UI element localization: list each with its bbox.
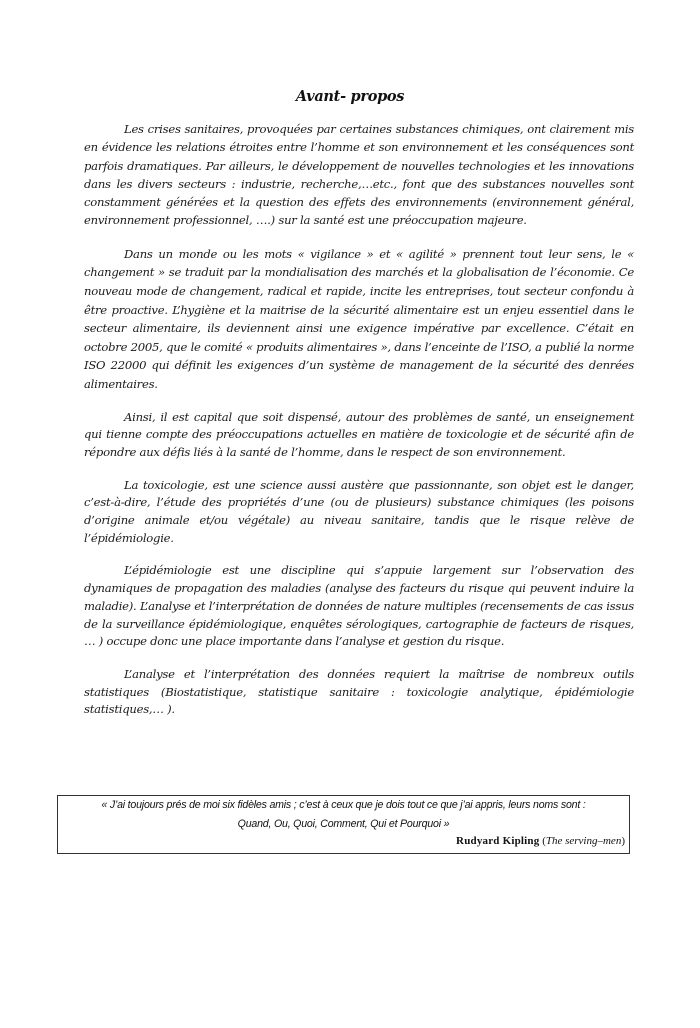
quote-author: Rudyard Kipling — [456, 835, 540, 847]
page-title: Avant- propos — [295, 88, 405, 105]
close-paren: ) — [621, 835, 625, 847]
paragraph-toxicologie: La toxicologie, est une science aussi austère que passionnante, son objet est le danger, c’est-à-dire, l’étude des propriétés d’une (ou de plusieurs) substance chimiques (les poisons d’origine animale et/ou végétale) au niveau sanitaire, tandis que le risque relève de l’épidémiologie. — [84, 477, 634, 545]
quote-text-line2: Quand, Ou, Quoi, Comment, Qui et Pourquoi » — [237, 818, 450, 830]
paragraph-epidemiologie: L’épidémiologie est une discipline qui s’appuie largement sur l’observation des dynamiques de propagation des maladies (analyse des facteurs du risque qui peuvent induire la maladie). L’analyse et l’interprétation de données de nature multiples (recensements de cas issus de la surveillance épidémiologique, enquêtes sérologiques, cartographie de facteurs de risques, … ) occupe donc une place importante dans l’analyse et gestion du risque. — [84, 563, 634, 649]
quote-work-title: The serving–men — [545, 835, 622, 847]
paragraph-vigilance-agilite: Dans un monde ou les mots « vigilance » et « agilité » prennent tout leur sens, le « changement » se traduit par la mondialisation des marchés et la globalisation de l’économie. Ce nouveau mode de changement, radical et rapide, incite les entreprises, tout secteur confondu à être proactive. L’hygiène et la maitrise de la sécurité alimentaire est un enjeu essentiel dans le secteur alimentaire, ils deviennent ainsi une exigence impérative par excellence. C’était en octobre 2005, que le comité « produits alimentaires », dans l’enceinte de l’ISO, a publié la norme ISO 22000 qui définit les exigences d’un système de management de la sécurité des denrées alimentaires. — [84, 246, 634, 391]
quote-text-line1: « J’ai toujours prés de moi six fidèles amis ; c’est à ceux que je dois tout ce que j’ai appris, leurs noms sont : — [101, 799, 586, 811]
paragraph-analyse-donnees: L’analyse et l’interprétation des données requiert la maîtrise de nombreux outils statistiques (Biostatistique, statistique sanitaire : toxicologie analytique, épidémiologie statistiques,… ). — [84, 666, 634, 717]
quote-box — [57, 795, 630, 854]
paragraph-crises-sanitaires: Les crises sanitaires, provoquées par certaines substances chimiques, ont clairement mis en évidence les relations étroites entre l’homme et son environnement et les conséquences sont parfois dramatiques. Par ailleurs, le développement de nouvelles technologies et les innovations dans les divers secteurs : industrie, recherche,…etc., font que des substances nouvelles sont constamment générées et la question des effets des environnements (environnement général, environnement professionnel, ….) sur la santé est une préoccupation majeure. — [84, 122, 634, 228]
paragraph-enseignement: Ainsi, il est capital que soit dispensé, autour des problèmes de santé, un enseignement qui tienne compte des préoccupations actuelles en matière de toxicologie et de sécurité afin de répondre aux défis liés à la santé de l’homme, dans le respect de son environnement. — [84, 409, 634, 459]
body-text — [84, 120, 634, 734]
quote-attribution — [456, 835, 625, 847]
open-paren: ( — [539, 835, 546, 847]
